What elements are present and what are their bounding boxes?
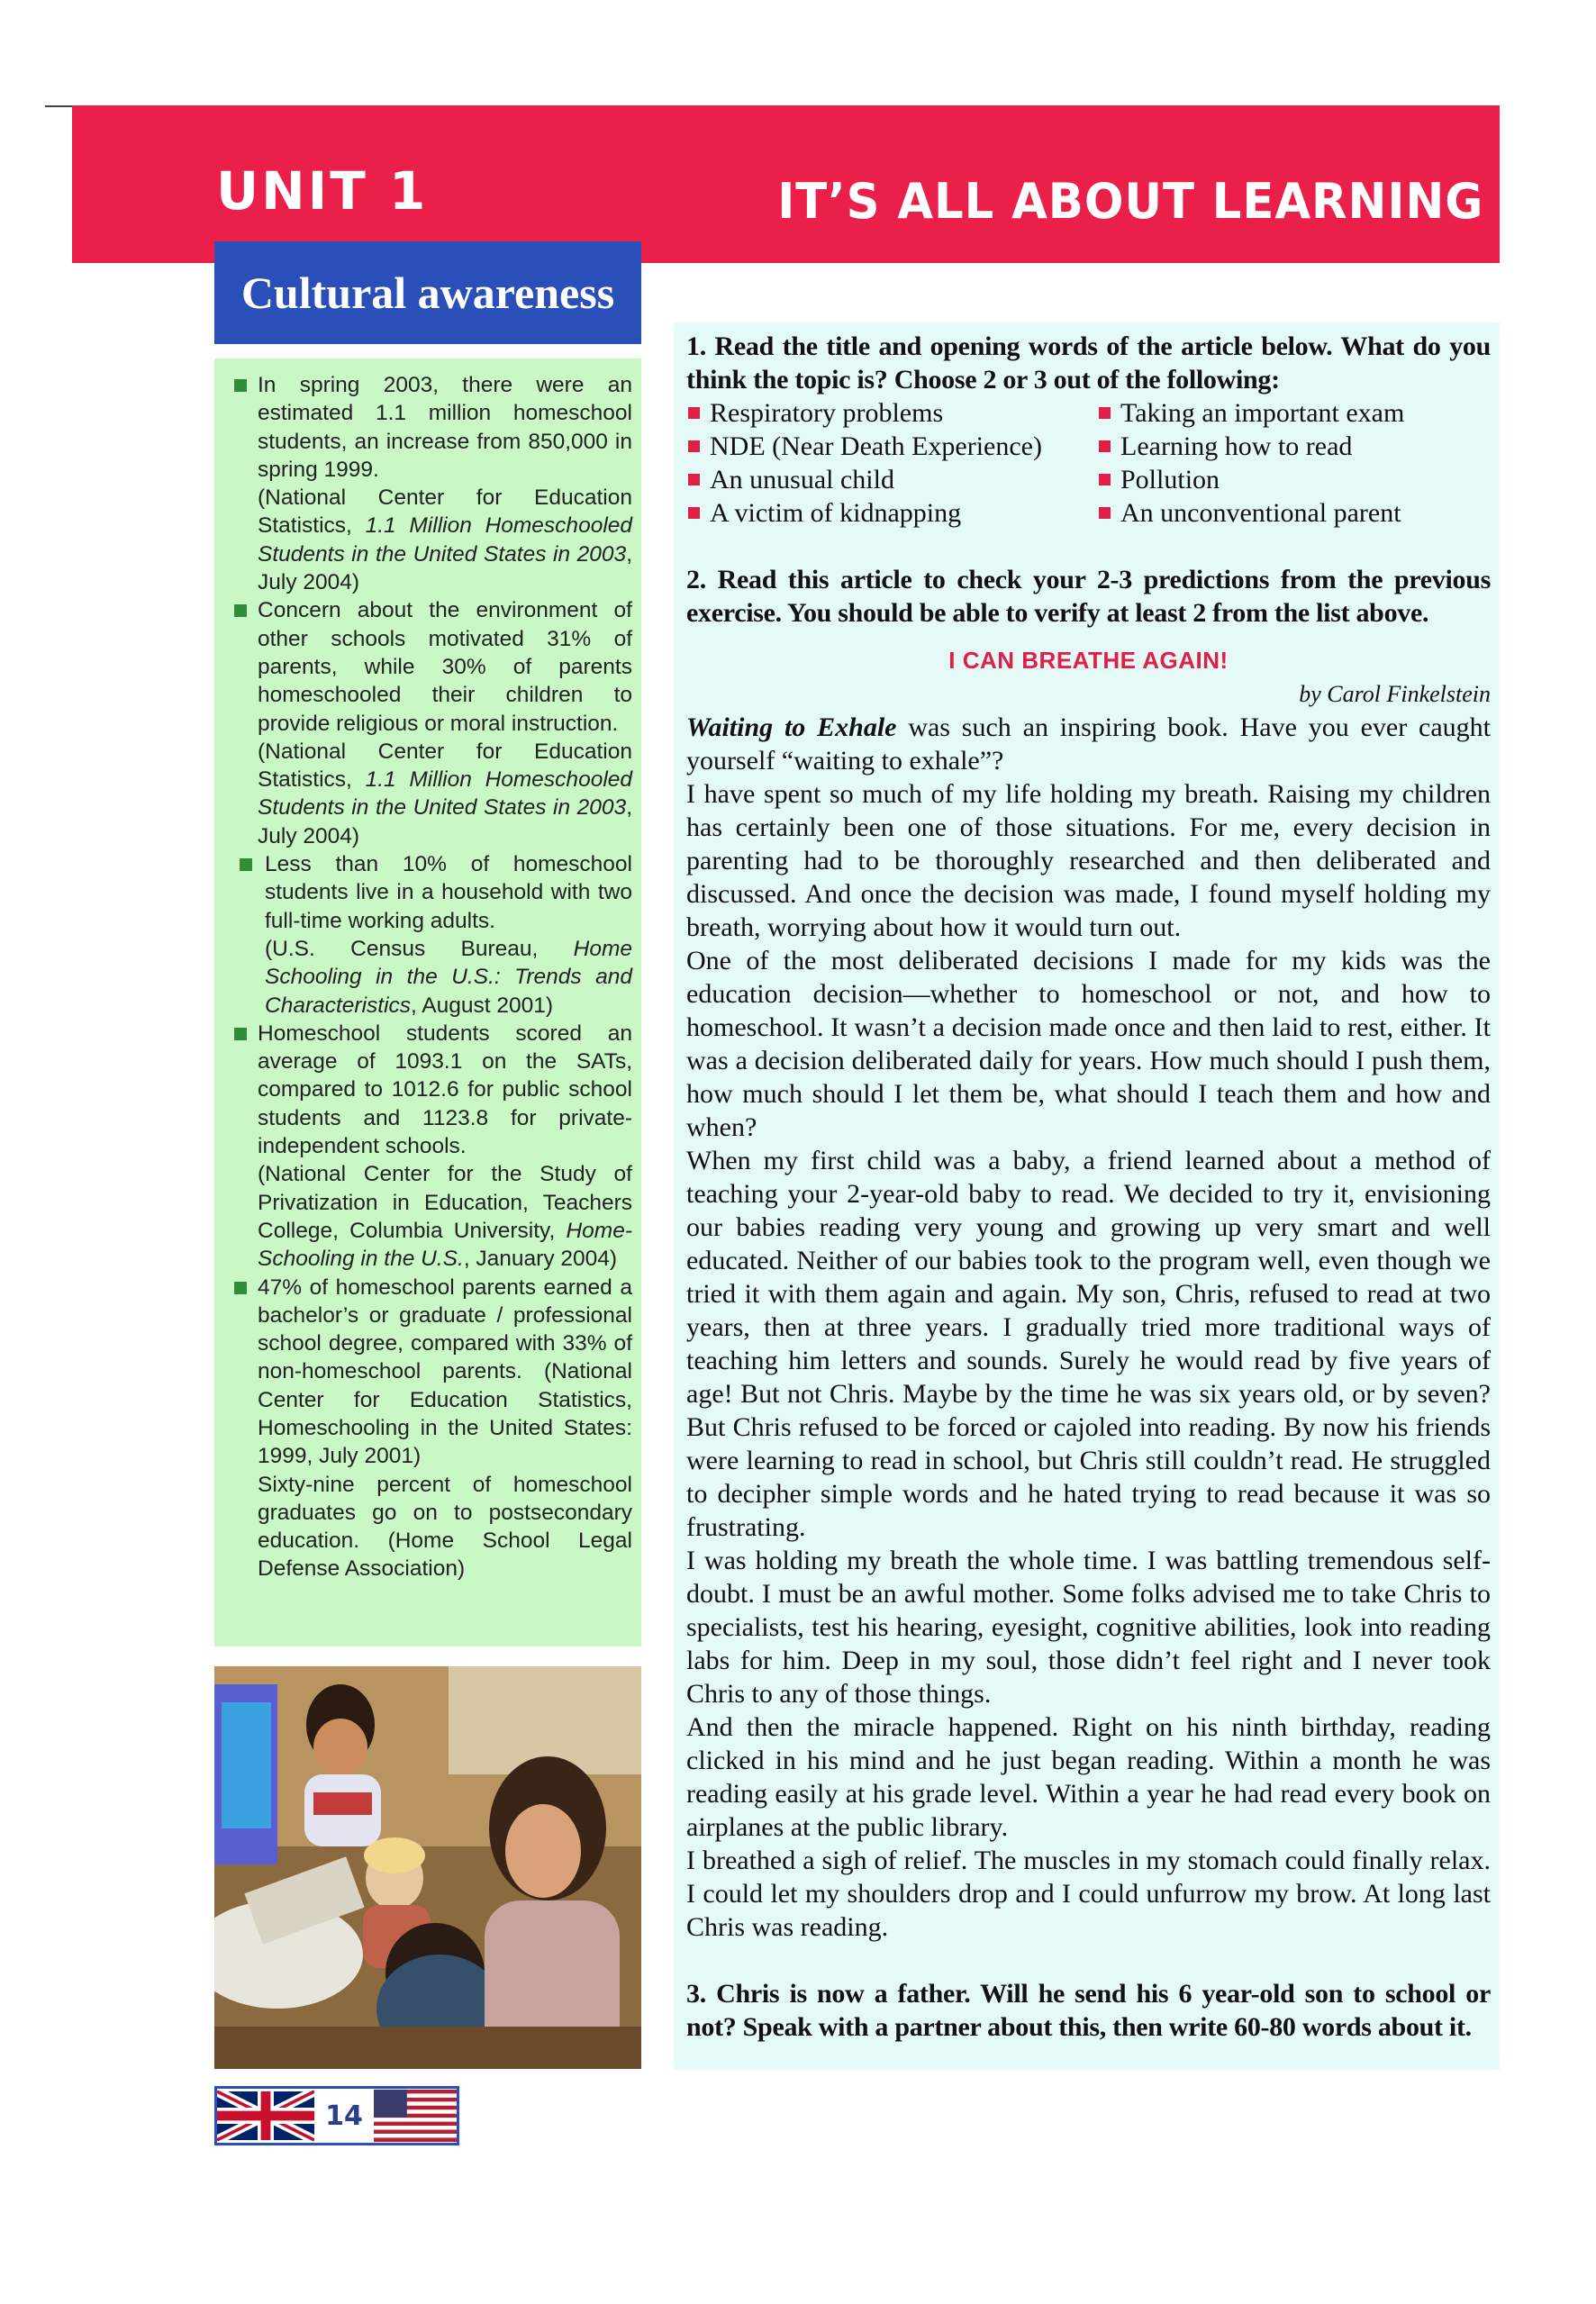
square-bullet-icon (234, 1282, 247, 1294)
square-bullet-icon (240, 858, 252, 871)
section-heading: Cultural awareness (214, 241, 641, 344)
topic-option: A victim of kidnapping (686, 496, 1097, 530)
fact-source: (National Center for Education Statistics, 1.1 Million Homeschooled Students in the United States in 2003, July 2004) (258, 485, 633, 595)
fact-source: (U.S. Census Bureau, Home Schooling in the U.S.: Trends and Characteristics, August 2001) (265, 936, 632, 1018)
article-paragraph: I was holding my breath the whole time. I was battling tremendous self-doubt. I must be an awful mother. Some folks advised me to take Chris to specialists, test his hearing, eyesight, cognitive abilities, look into reading labs for him. Deep in my soul, those didn’t feel right and I never took Chris to any of those things. (686, 1546, 1491, 1709)
square-bullet-icon (234, 604, 247, 617)
article-title: I CAN BREATHE AGAIN! (948, 647, 1229, 674)
fact-text: 47% of homeschool parents earned a bachelor’s or graduate / professional school degree, compared with 33% of non-homeschool parents. (National Center for Education Statistics, Homeschooling in the United States: 1999, July 2001) (258, 1274, 632, 1469)
topic-options (686, 396, 1491, 530)
unit-title: IT’S ALL ABOUT LEARNING (776, 173, 1483, 230)
square-bullet-icon (1099, 474, 1111, 485)
fact-item (223, 371, 632, 596)
exercise-1-prompt: 1. Read the title and opening words of the article below. What do you think the topic is? Choose 2 or 3 out of the following: (686, 331, 1491, 395)
fact-text: In spring 2003, there were an estimated 1.1 million homeschool students, an increase from 850,000 in spring 1999. (258, 373, 632, 482)
exercise-3-prompt: 3. Chris is now a father. Will he send his 6 year-old son to school or not? Speak with a partner about this, then write 60-80 words about it. (686, 1979, 1491, 2042)
classroom-photo (214, 1666, 641, 2069)
fact-text: Concern about the environment of other schools motivated 31% of parents, while 30% of parents homeschooled their children to provide religious or moral instruction. (258, 598, 632, 736)
article-paragraph: One of the most deliberated decisions I made for my kids was the education decision—whether to homeschool or not, and how to homeschool. It wasn’t a decision made once and then laid to rest, either. It was a decision deliberated daily for years. How much should I push them, how much should I let them be, what should I teach them and how and when? (686, 946, 1491, 1142)
fact-text: Homeschool students scored an average of 1093.1 on the SATs, compared to 1012.6 for public school students and 1123.8 for private-independent schools. (258, 1020, 632, 1159)
fact-source: (National Center for the Study of Privatization in Education, Teachers College, Columbia University, Home-Schooling in the U.S., January 2004) (258, 1162, 632, 1272)
fact-item (223, 1274, 632, 1471)
topic-option: An unconventional parent (1097, 496, 1493, 530)
unit-label: UNIT 1 (216, 160, 429, 222)
square-bullet-icon (688, 407, 700, 419)
page-number: 14 (325, 2100, 363, 2132)
article-paragraph: I breathed a sigh of relief. The muscles in my stomach could finally relax. I could let my shoulders drop and I could unfurrow my brow. At long last Chris was reading. (686, 1846, 1491, 1942)
topic-option: Learning how to read (1097, 430, 1493, 463)
page-footer-flags (214, 2086, 459, 2145)
square-bullet-icon (688, 507, 700, 519)
article-byline: by Carol Finkelstein (1299, 681, 1491, 707)
topic-option: Taking an important exam (1097, 396, 1493, 430)
topic-option: Pollution (1097, 463, 1493, 496)
square-bullet-icon (1099, 440, 1111, 452)
fact-item (223, 596, 632, 850)
uk-flag-icon (217, 2089, 314, 2143)
topic-option: NDE (Near Death Experience) (686, 430, 1097, 463)
exercise-panel (674, 322, 1500, 2070)
fact-text: Sixty-nine percent of homeschool graduates go on to postsecondary education. (Home School Legal Defense Association) (258, 1472, 632, 1582)
fact-item (223, 850, 632, 1020)
exercise-2-prompt: 2. Read this article to check your 2-3 predictions from the previous exercise. You should be able to verify at least 2 from the list above. (686, 565, 1491, 628)
us-flag-icon (374, 2089, 457, 2143)
corner-rule (45, 105, 72, 107)
facts-sidebar (214, 358, 641, 1646)
topic-option: An unusual child (686, 463, 1097, 496)
book-title: Waiting to Exhale (686, 712, 897, 742)
square-bullet-icon (234, 1028, 247, 1040)
article-paragraph: And then the miracle happened. Right on his ninth birthday, reading clicked in his mind and he just began reading. Within a month he was reading easily at his grade level. Within a year he had read every book on airplanes at the public library. (686, 1712, 1491, 1842)
topic-option: Respiratory problems (686, 396, 1097, 430)
article-body (686, 711, 1491, 1944)
square-bullet-icon (1099, 407, 1111, 419)
square-bullet-icon (688, 440, 700, 452)
fact-text: Less than 10% of homeschool students live in a household with two full-time working adults. (265, 852, 632, 933)
square-bullet-icon (1099, 507, 1111, 519)
square-bullet-icon (688, 474, 700, 485)
square-bullet-icon (234, 379, 247, 392)
fact-source: (National Center for Education Statistics, 1.1 Million Homeschooled Students in the United States in 2003, July 2004) (258, 739, 633, 848)
photo-illustration (214, 1666, 641, 2069)
article-paragraph: Waiting to Exhale was such an inspiring book. Have you ever caught yourself “waiting to exhale”? (686, 712, 1491, 776)
article-paragraph: When my first child was a baby, a friend learned about a method of teaching your 2-year-old baby to read. We decided to try it, envisioning our babies reading very young and growing up very smart and well educated. Neither of our babies took to the program well, even though we tried it with them again and again. My son, Chris, refused to read at two years, then at three years. I gradually tried more traditional ways of teaching him letters and sounds. Surely he would read by five years of age! But not Chris. Maybe by the time he was six years old, or by seven? But Chris refused to be forced or cajoled into reading. By now his friends were learning to read in school, but Chris still couldn’t read. He struggled to decipher simple words and he hated trying to read because it was so frustrating. (686, 1146, 1491, 1542)
fact-item (223, 1020, 632, 1274)
fact-item (223, 1471, 632, 1583)
article-paragraph: I have spent so much of my life holding my breath. Raising my children has certainly been one of those situations. For me, every decision in parenting had to be thoroughly researched and then deliberated and discussed. And once the decision was made, I found myself holding my breath, worrying about how it would turn out. (686, 779, 1491, 942)
